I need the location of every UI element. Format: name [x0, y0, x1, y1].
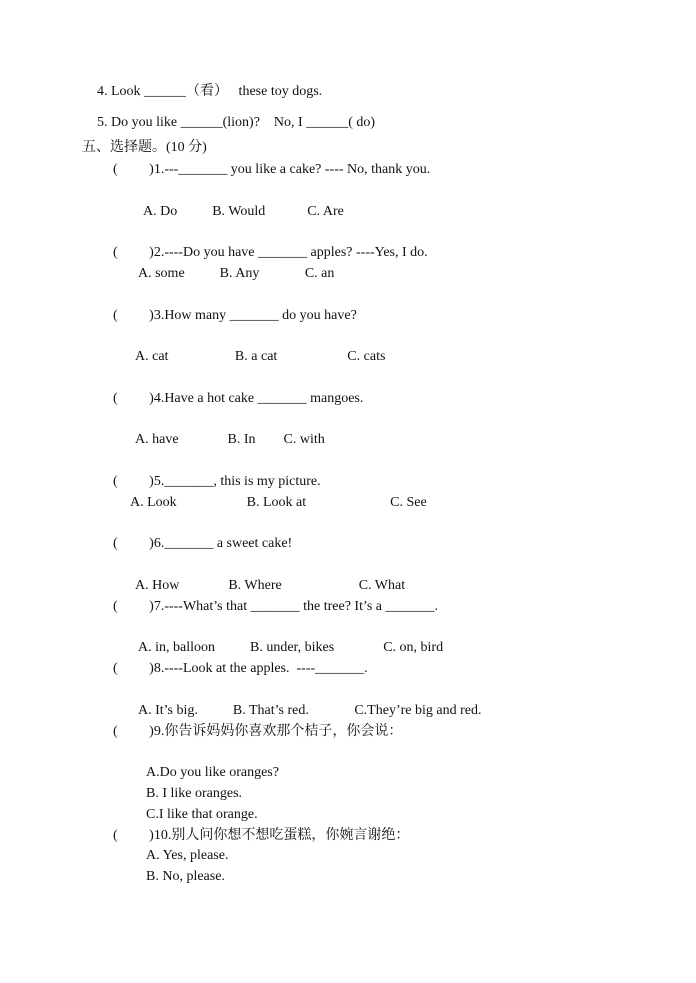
mc-option-9a: A.Do you like oranges? — [146, 765, 279, 780]
mc-option-9b: B. I like oranges. — [146, 786, 243, 801]
mc-option-10b: B. No, please. — [146, 869, 225, 884]
mc-options-8: A. It’s big. B. That’s red. C.They’re big and red. — [138, 703, 482, 718]
mc-question-6: ( )6._______ a sweet cake! — [113, 536, 293, 551]
mc-question-1: ( )1.---_______ you like a cake? ---- No, thank you. — [113, 162, 431, 177]
mc-options-2: A. some B. Any C. an — [138, 266, 335, 281]
question-5-fill: 5. Do you like ______(lion)? No, I ______( do) — [97, 115, 376, 130]
mc-question-3: ( )3.How many _______ do you have? — [113, 308, 357, 323]
mc-options-1: A. Do B. Would C. Are — [143, 204, 344, 219]
mc-question-2: ( )2.----Do you have _______ apples? ----Yes, I do. — [113, 245, 428, 260]
mc-question-8: ( )8.----Look at the apples. ----_______. — [113, 661, 368, 676]
mc-question-10: ( )10.别人问你想不想吃蛋糕，你婉言谢绝： — [113, 828, 410, 843]
mc-option-9c: C.I like that orange. — [146, 807, 258, 822]
mc-question-7: ( )7.----What’s that _______ the tree? It’s a _______. — [113, 599, 439, 614]
mc-options-6: A. How B. Where C. What — [135, 578, 406, 593]
mc-option-10a: A. Yes, please. — [146, 848, 229, 863]
mc-options-7: A. in, balloon B. under, bikes C. on, bird — [138, 640, 444, 655]
mc-options-5: A. Look B. Look at C. See — [130, 495, 427, 510]
mc-options-4: A. have B. In C. with — [135, 432, 325, 447]
mc-options-3: A. cat B. a cat C. cats — [135, 349, 386, 364]
section-5-heading: 五、选择题。(10 分) — [82, 140, 207, 155]
question-4-fill: 4. Look ______（看） these toy dogs. — [97, 84, 323, 99]
mc-question-9: ( )9.你告诉妈妈你喜欢那个桔子，你会说： — [113, 724, 403, 739]
mc-question-5: ( )5._______, this is my picture. — [113, 474, 321, 489]
mc-question-4: ( )4.Have a hot cake _______ mangoes. — [113, 391, 364, 406]
